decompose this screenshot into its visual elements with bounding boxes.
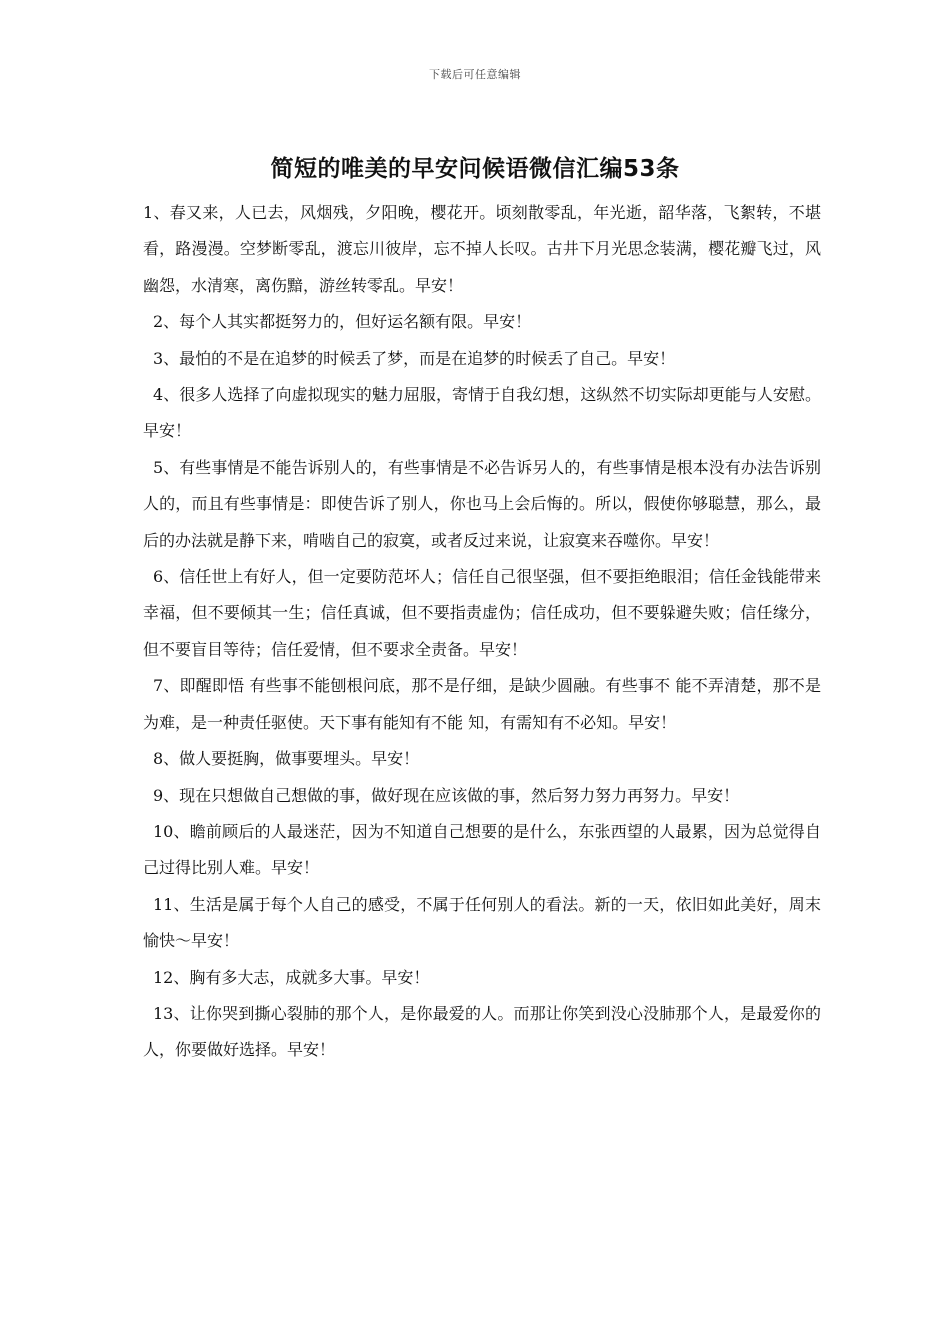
- document-title: 简短的唯美的早安问候语微信汇编53条: [270, 156, 680, 182]
- paragraph-7: 7、即醒即悟 有些事不能刨根问底，那不是仔细，是缺少圆融。有些事不 能不弄清楚，那不是为难，是一种责任驱使。天下事有能知有不能 知，有需知有不必知。早安！: [143, 676, 821, 732]
- paragraph-6: 6、信任世上有好人，但一定要防范坏人；信任自己很坚强，但不要拒绝眼泪；信任金钱能带来幸福，但不要倾其一生；信任真诚，但不要指责虚伪；信任成功，但不要躲避失败；信任缘分，但不要盲目等待；信任爱情，但不要求全责备。早安！: [143, 567, 821, 659]
- paragraph-11: 11、生活是属于每个人自己的感受，不属于任何别人的看法。新的一天，依旧如此美好，周末愉快～早安！: [143, 894, 821, 951]
- paragraph-5: 5、有些事情是不能告诉别人的，有些事情是不必告诉另人的，有些事情是根本没有办法告诉别人的，而且有些事情是：即使告诉了别人，你也马上会后悔的。所以，假使你够聪慧，那么，最后的办法就是静下来，啃啮自己的寂寞，或者反过来说，让寂寞来吞噬你。早安！: [143, 457, 821, 550]
- paragraph-12: 12、胸有多大志，成就多大事。早安！: [153, 967, 430, 987]
- paragraph-10: 10、瞻前顾后的人最迷茫，因为不知道自己想要的是什么，东张西望的人最累，因为总觉得自己过得比别人难。早安！: [143, 821, 821, 878]
- paragraph-9: 9、现在只想做自己想做的事，做好现在应该做的事，然后努力努力再努力。早安！: [153, 785, 740, 805]
- paragraph-3: 3、最怕的不是在追梦的时候丢了梦，而是在追梦的时候丢了自己。早安！: [153, 348, 676, 368]
- document-body: [143, 195, 821, 1069]
- paragraph-1: 1、春又来，人已去，风烟残，夕阳晚，樱花开。顷刻散零乱，年光逝，韶华落，飞絮转，不堪看，路漫漫。空梦断零乱，渡忘川彼岸，忘不掉人长叹。古井下月光思念装满，樱花瓣飞过，风幽怨，水清寒，离伤黯，游丝转零乱。早安！: [143, 203, 821, 295]
- header-note: 下载后可任意编辑: [429, 68, 521, 81]
- paragraph-4: 4、很多人选择了向虚拟现实的魅力屈服，寄情于自我幻想，这纵然不切实际却更能与人安慰。早安！: [143, 385, 821, 441]
- paragraph-13: 13、让你哭到撕心裂肺的那个人，是你最爱的人。而那让你笑到没心没肺那个人，是最爱你的人，你要做好选择。早安！: [143, 1003, 821, 1060]
- paragraph-2: 2、每个人其实都挺努力的，但好运名额有限。早安！: [153, 312, 532, 332]
- paragraph-8: 8、做人要挺胸，做事要埋头。早安！: [153, 749, 420, 769]
